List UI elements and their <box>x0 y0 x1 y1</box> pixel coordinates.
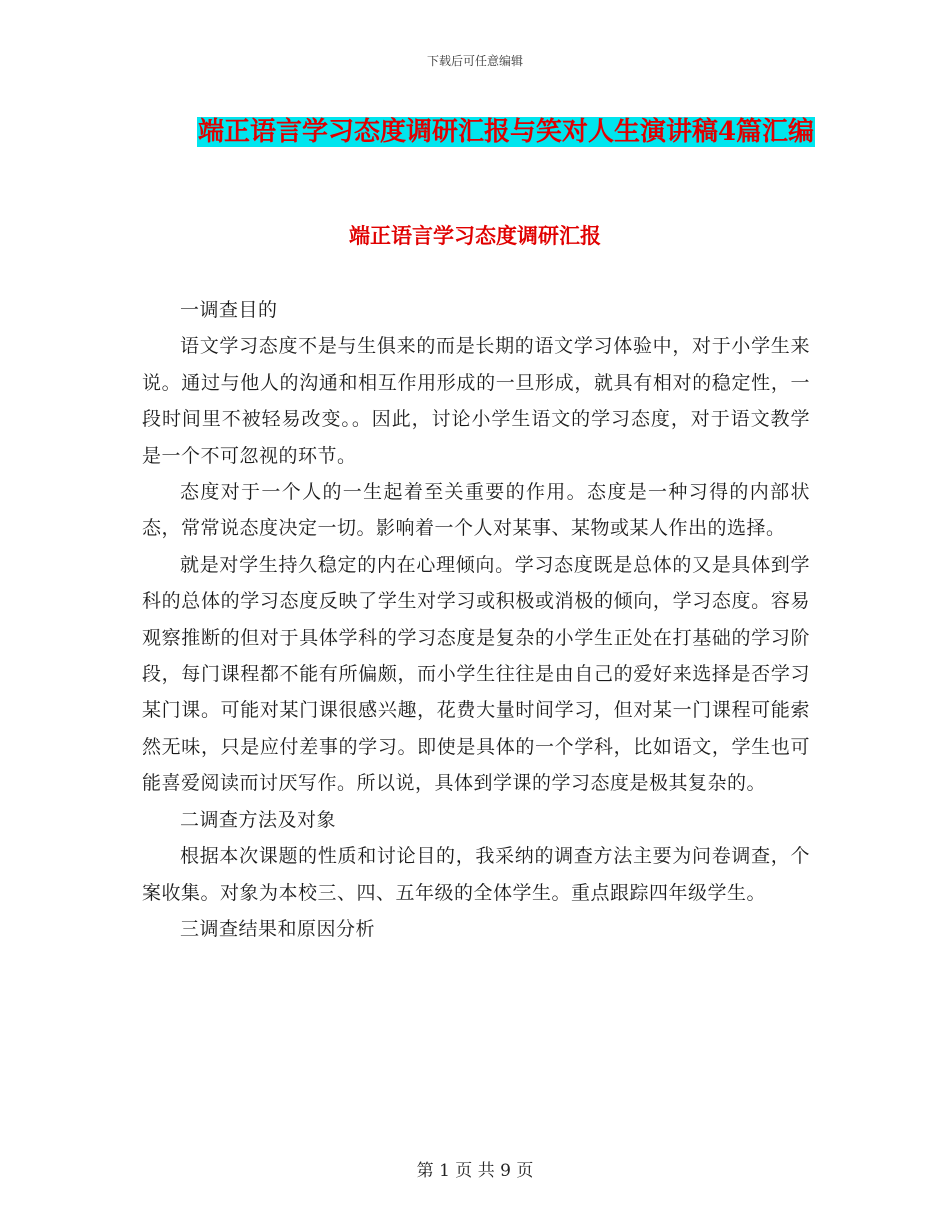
paragraph-heading-2: 二调查方法及对象 <box>180 808 337 831</box>
document-title-text: 端正语言学习态度调研汇报与笑对人生演讲稿4篇汇编 <box>197 117 815 147</box>
paragraph: 就是对学生持久稳定的内在心理倾向。学习态度既是总体的又是具体到学科的总体的学习态度反映了学生对学习或积极或消极的倾向，学习态度。容易观察推断的但对于具体学科的学习态度是复杂的小学生正处在打基础的学习阶段，每门课程都不能有所偏颇，而小学生往往是由自己的爱好来选择是否学习某门课。可能对某门课很感兴趣，花费大量时间学习，但对某一门课程可能索然无味，只是应付差事的学习。即使是具体的一个学科，比如语文，学生也可能喜爱阅读而讨厌写作。所以说，具体到学课的学习态度是极其复杂的。 <box>142 553 810 795</box>
page-number-footer: 第 1 页 共 9 页 <box>416 1161 534 1181</box>
paragraph-heading-3: 三调查结果和原因分析 <box>180 917 376 940</box>
paragraph: 语文学习态度不是与生俱来的而是长期的语文学习体验中，对于小学生来说。通过与他人的沟通和相互作用形成的一旦形成，就具有相对的稳定性，一段时间里不被轻易改变。。因此，讨论小学生语文的学习态度，对于语文教学是一个不可忽视的环节。 <box>142 335 810 467</box>
document-body <box>142 292 810 947</box>
document-title <box>196 110 816 154</box>
paragraph: 态度对于一个人的一生起着至关重要的作用。态度是一种习得的内部状态，常常说态度决定一切。影响着一个人对某事、某物或某人作出的选择。 <box>142 481 810 540</box>
paragraph: 根据本次课题的性质和讨论目的，我采纳的调查方法主要为问卷调查，个案收集。对象为本校三、四、五年级的全体学生。重点跟踪四年级学生。 <box>142 845 810 904</box>
paragraph-heading-1: 一调查目的 <box>180 299 278 321</box>
header-note: 下载后可任意编辑 <box>426 54 523 68</box>
section-title: 端正语言学习态度调研汇报 <box>349 223 601 248</box>
